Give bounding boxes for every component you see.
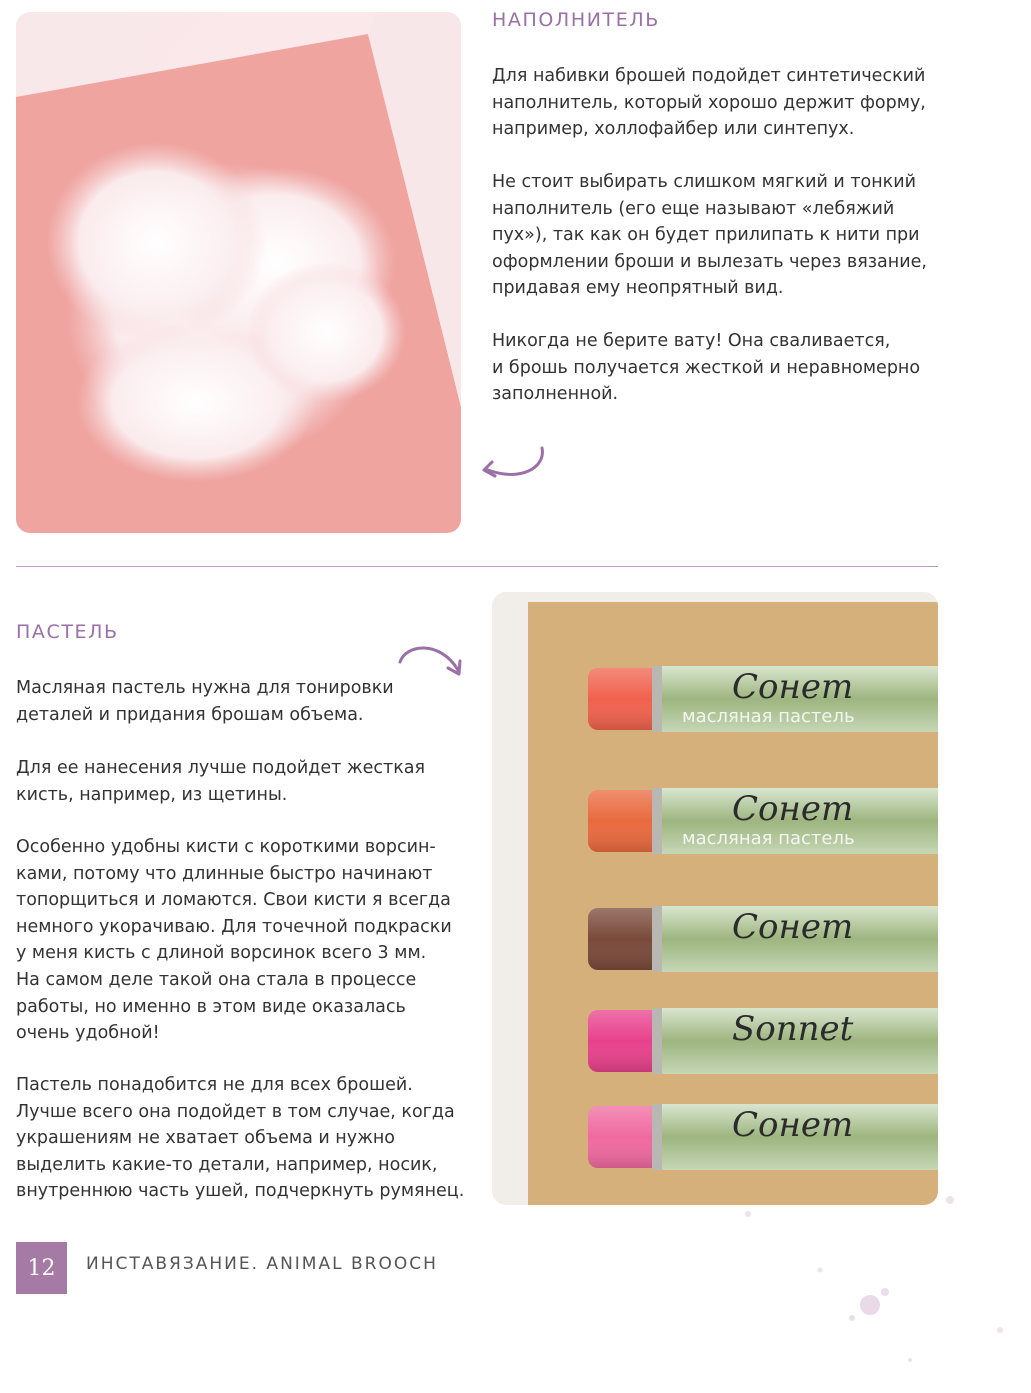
crayon-sub-label: масляная пастель xyxy=(682,828,855,849)
crayon-brand-label: Сонет xyxy=(732,1105,854,1145)
pastel-paragraph-3: Особенно удобны кисти с короткими ворсин- ками, потому что длинные быстро начинают топорщиться и ломаются. Свои кисти я всегда немного укорачиваю. Для точечной подкраски у меня кисть с длиной ворсинок всего 3 мм. На самом деле такой она стала в процессе работы, но именно в этом виде оказалась очень удобной! xyxy=(16,837,452,1044)
curved-arrow-left-icon xyxy=(476,442,550,484)
pastel-crayon xyxy=(588,1104,938,1170)
page-number-badge: 12 xyxy=(16,1242,67,1294)
filler-paragraph-1: Для набивки брошей подойдет синтетический наполнитель, который хорошо держит форму, например, холлофайбер или синтепух. xyxy=(492,66,926,140)
pastel-photo-image xyxy=(492,592,938,1205)
section-heading-filler: НАПОЛНИТЕЛЬ xyxy=(492,9,660,31)
filler-paragraph-2: Не стоит выбирать слишком мягкий и тонкий наполнитель (его еще называют «лебяжий пух»), так как он будет прилипать к нити при оформлении броши и вылезать через вязание, придавая ему неопрятный вид. xyxy=(492,172,927,299)
filler-paragraph-3: Никогда не берите вату! Она сваливается, и брошь получается жесткой и неравномерно заполненной. xyxy=(492,331,921,405)
pastel-paragraph-4: Пастель понадобится не для всех брошей. Лучше всего она подойдет в том случае, когда украшениям не хватает объема и нужно выделить какие-то детали, например, носик, внутреннюю часть ушей, подчеркнуть румянец. xyxy=(16,1075,465,1202)
curved-arrow-right-icon xyxy=(396,640,468,682)
pastel-crayon xyxy=(588,666,938,732)
crayon-brand-label: Сонет xyxy=(732,789,854,829)
section-divider xyxy=(16,566,938,567)
section-heading-pastel: ПАСТЕЛЬ xyxy=(16,621,119,643)
pastel-crayon xyxy=(588,1008,938,1074)
pastel-photo xyxy=(492,592,938,1205)
crayon-sub-label: масляная пастель xyxy=(682,706,855,727)
pastel-crayon xyxy=(588,788,938,854)
pastel-crayon xyxy=(588,906,938,972)
crayon-brand-label: Sonnet xyxy=(732,1009,854,1049)
watercolor-splash xyxy=(700,1180,1031,1393)
filler-photo-image xyxy=(16,12,461,533)
crayon-brand-label: Сонет xyxy=(732,907,854,947)
pastel-paragraph-1: Масляная пастель нужна для тонировки деталей и придания брошам объема. xyxy=(16,678,394,725)
filler-photo xyxy=(16,12,461,533)
pastel-paragraph-2: Для ее нанесения лучше подойдет жесткая кисть, например, из щетины. xyxy=(16,758,426,805)
crayon-brand-label: Сонет xyxy=(732,667,854,707)
footer-book-title: ИНСТАВЯЗАНИЕ. ANIMAL BROOCH xyxy=(86,1254,438,1274)
